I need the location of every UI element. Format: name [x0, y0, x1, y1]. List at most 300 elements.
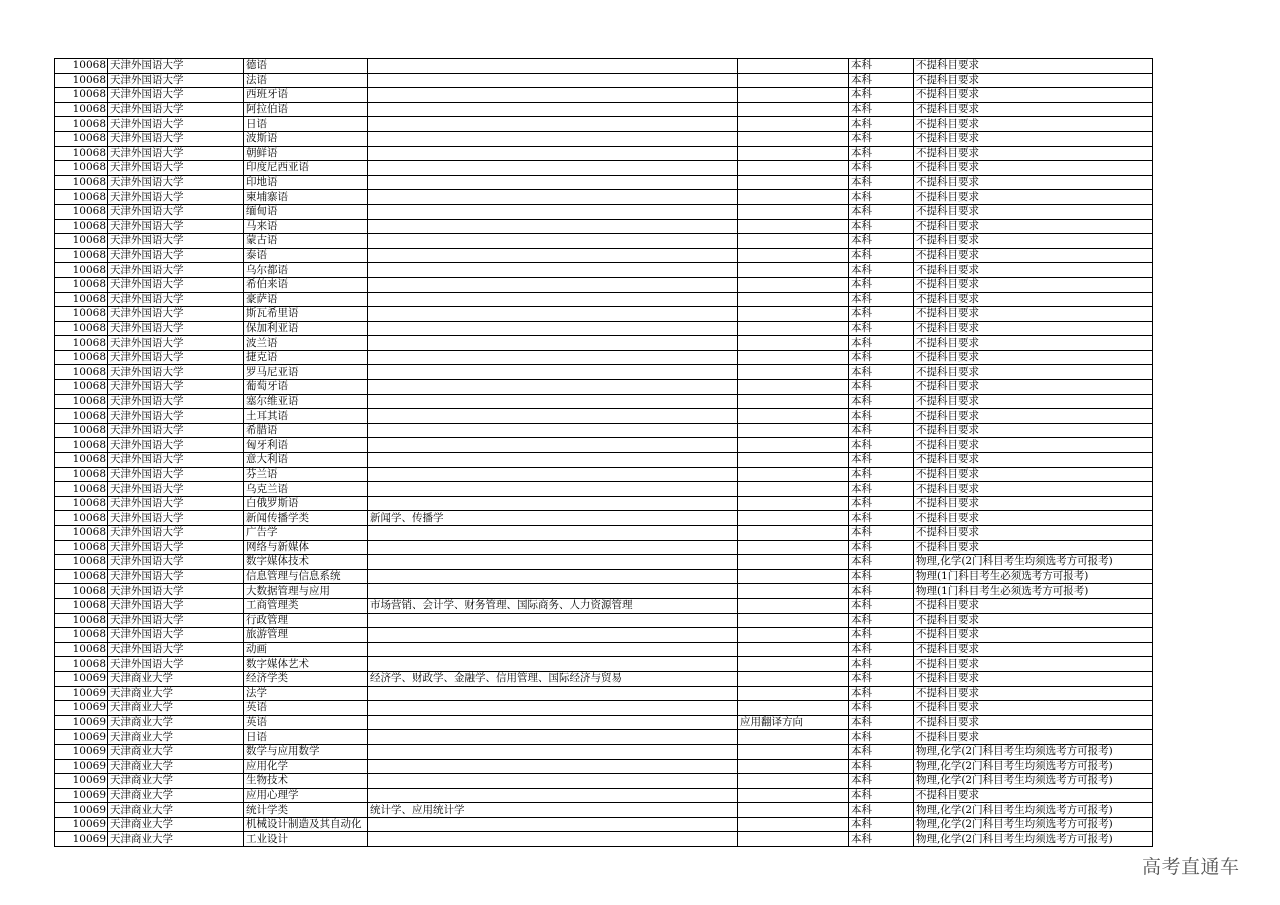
table-row: [55, 146, 1153, 161]
school-name-cell: 天津商业大学: [108, 715, 244, 730]
major-name-cell: 斯瓦希里语: [244, 307, 368, 322]
school-name-cell: 天津外国语大学: [108, 409, 244, 424]
level-cell: 本科: [849, 73, 914, 88]
major-name-cell: 法语: [244, 73, 368, 88]
subject-requirement-cell: 不提科目要求: [914, 686, 1153, 701]
subject-requirement-cell: 不提科目要求: [914, 161, 1153, 176]
subject-requirement-cell: 物理,化学(2门科目考生均须选考方可报考): [914, 817, 1153, 832]
major-name-cell: 日语: [244, 117, 368, 132]
table-row: [55, 526, 1153, 541]
level-cell: 本科: [849, 161, 914, 176]
included-majors-cell: [368, 131, 738, 146]
major-name-cell: 法学: [244, 686, 368, 701]
remark-cell: [738, 146, 849, 161]
subject-requirement-cell: 不提科目要求: [914, 350, 1153, 365]
school-code-cell: 10068: [55, 73, 108, 88]
school-code-cell: 10068: [55, 584, 108, 599]
table-row: [55, 817, 1153, 832]
major-name-cell: 旅游管理: [244, 628, 368, 643]
table-row: [55, 190, 1153, 205]
level-cell: 本科: [849, 365, 914, 380]
school-code-cell: 10069: [55, 686, 108, 701]
remark-cell: [738, 365, 849, 380]
subject-requirement-cell: 不提科目要求: [914, 102, 1153, 117]
level-cell: 本科: [849, 628, 914, 643]
admissions-table: [54, 58, 1153, 847]
school-name-cell: 天津外国语大学: [108, 438, 244, 453]
major-name-cell: 广告学: [244, 526, 368, 541]
major-name-cell: 英语: [244, 715, 368, 730]
school-name-cell: 天津外国语大学: [108, 59, 244, 74]
subject-requirement-cell: 不提科目要求: [914, 321, 1153, 336]
included-majors-cell: [368, 59, 738, 74]
included-majors-cell: [368, 628, 738, 643]
table-row: [55, 423, 1153, 438]
major-name-cell: 日语: [244, 730, 368, 745]
table-row: [55, 365, 1153, 380]
school-name-cell: 天津商业大学: [108, 744, 244, 759]
level-cell: 本科: [849, 59, 914, 74]
included-majors-cell: [368, 584, 738, 599]
included-majors-cell: 新闻学、传播学: [368, 511, 738, 526]
school-code-cell: 10068: [55, 234, 108, 249]
school-name-cell: 天津商业大学: [108, 817, 244, 832]
remark-cell: [738, 701, 849, 716]
watermark-text: 高考直通车: [1142, 856, 1240, 878]
remark-cell: [738, 832, 849, 847]
level-cell: 本科: [849, 219, 914, 234]
remark-cell: [738, 540, 849, 555]
school-code-cell: 10069: [55, 803, 108, 818]
remark-cell: [738, 277, 849, 292]
school-name-cell: 天津商业大学: [108, 832, 244, 847]
major-name-cell: 保加利亚语: [244, 321, 368, 336]
included-majors-cell: [368, 482, 738, 497]
school-name-cell: 天津外国语大学: [108, 628, 244, 643]
table-row: [55, 336, 1153, 351]
table-row: [55, 263, 1153, 278]
table-row: [55, 131, 1153, 146]
remark-cell: [738, 628, 849, 643]
school-name-cell: 天津外国语大学: [108, 482, 244, 497]
school-code-cell: 10068: [55, 467, 108, 482]
table-row: [55, 584, 1153, 599]
subject-requirement-cell: 不提科目要求: [914, 234, 1153, 249]
level-cell: 本科: [849, 350, 914, 365]
subject-requirement-cell: 不提科目要求: [914, 88, 1153, 103]
subject-requirement-cell: 不提科目要求: [914, 467, 1153, 482]
included-majors-cell: [368, 146, 738, 161]
remark-cell: [738, 234, 849, 249]
remark-cell: [738, 613, 849, 628]
school-name-cell: 天津商业大学: [108, 774, 244, 789]
included-majors-cell: [368, 263, 738, 278]
school-code-cell: 10068: [55, 336, 108, 351]
remark-cell: [738, 511, 849, 526]
subject-requirement-cell: 不提科目要求: [914, 394, 1153, 409]
school-code-cell: 10068: [55, 131, 108, 146]
school-name-cell: 天津外国语大学: [108, 73, 244, 88]
school-code-cell: 10068: [55, 117, 108, 132]
table-row: [55, 161, 1153, 176]
subject-requirement-cell: 不提科目要求: [914, 423, 1153, 438]
major-name-cell: 希腊语: [244, 423, 368, 438]
table-row: [55, 175, 1153, 190]
level-cell: 本科: [849, 598, 914, 613]
school-name-cell: 天津外国语大学: [108, 248, 244, 263]
school-code-cell: 10068: [55, 511, 108, 526]
level-cell: 本科: [849, 715, 914, 730]
level-cell: 本科: [849, 686, 914, 701]
school-name-cell: 天津外国语大学: [108, 175, 244, 190]
remark-cell: [738, 102, 849, 117]
major-name-cell: 数字媒体艺术: [244, 657, 368, 672]
subject-requirement-cell: 不提科目要求: [914, 190, 1153, 205]
major-name-cell: 生物技术: [244, 774, 368, 789]
school-name-cell: 天津商业大学: [108, 788, 244, 803]
subject-requirement-cell: 物理(1门科目考生必须选考方可报考): [914, 584, 1153, 599]
level-cell: 本科: [849, 292, 914, 307]
major-name-cell: 数字媒体技术: [244, 555, 368, 570]
school-code-cell: 10068: [55, 307, 108, 322]
school-code-cell: 10068: [55, 59, 108, 74]
school-code-cell: 10068: [55, 219, 108, 234]
subject-requirement-cell: 不提科目要求: [914, 438, 1153, 453]
included-majors-cell: [368, 774, 738, 789]
major-name-cell: 经济学类: [244, 671, 368, 686]
included-majors-cell: [368, 423, 738, 438]
table-row: [55, 803, 1153, 818]
school-code-cell: 10068: [55, 540, 108, 555]
school-name-cell: 天津外国语大学: [108, 467, 244, 482]
table-row: [55, 788, 1153, 803]
school-name-cell: 天津外国语大学: [108, 234, 244, 249]
subject-requirement-cell: 不提科目要求: [914, 788, 1153, 803]
school-name-cell: 天津外国语大学: [108, 146, 244, 161]
level-cell: 本科: [849, 380, 914, 395]
remark-cell: [738, 321, 849, 336]
table-row: [55, 453, 1153, 468]
remark-cell: [738, 598, 849, 613]
included-majors-cell: [368, 365, 738, 380]
major-name-cell: 应用化学: [244, 759, 368, 774]
level-cell: 本科: [849, 555, 914, 570]
included-majors-cell: [368, 102, 738, 117]
included-majors-cell: [368, 759, 738, 774]
school-name-cell: 天津外国语大学: [108, 642, 244, 657]
level-cell: 本科: [849, 263, 914, 278]
major-name-cell: 新闻传播学类: [244, 511, 368, 526]
included-majors-cell: [368, 744, 738, 759]
major-name-cell: 网络与新媒体: [244, 540, 368, 555]
school-code-cell: 10068: [55, 394, 108, 409]
table-row: [55, 555, 1153, 570]
remark-cell: [738, 759, 849, 774]
major-name-cell: 缅甸语: [244, 204, 368, 219]
school-name-cell: 天津商业大学: [108, 701, 244, 716]
remark-cell: [738, 774, 849, 789]
level-cell: 本科: [849, 730, 914, 745]
remark-cell: [738, 175, 849, 190]
subject-requirement-cell: 不提科目要求: [914, 540, 1153, 555]
included-majors-cell: [368, 496, 738, 511]
included-majors-cell: [368, 204, 738, 219]
remark-cell: [738, 438, 849, 453]
school-code-cell: 10069: [55, 817, 108, 832]
school-name-cell: 天津外国语大学: [108, 190, 244, 205]
school-code-cell: 10068: [55, 453, 108, 468]
level-cell: 本科: [849, 496, 914, 511]
school-code-cell: 10069: [55, 788, 108, 803]
school-code-cell: 10068: [55, 175, 108, 190]
level-cell: 本科: [849, 438, 914, 453]
subject-requirement-cell: 不提科目要求: [914, 701, 1153, 716]
included-majors-cell: [368, 832, 738, 847]
level-cell: 本科: [849, 175, 914, 190]
table-row: [55, 277, 1153, 292]
table-row: [55, 350, 1153, 365]
school-name-cell: 天津外国语大学: [108, 584, 244, 599]
major-name-cell: 数学与应用数学: [244, 744, 368, 759]
remark-cell: [738, 584, 849, 599]
included-majors-cell: [368, 190, 738, 205]
subject-requirement-cell: 不提科目要求: [914, 117, 1153, 132]
school-code-cell: 10068: [55, 628, 108, 643]
table-row: [55, 467, 1153, 482]
major-name-cell: 阿拉伯语: [244, 102, 368, 117]
level-cell: 本科: [849, 774, 914, 789]
major-name-cell: 匈牙利语: [244, 438, 368, 453]
table-row: [55, 774, 1153, 789]
school-code-cell: 10068: [55, 482, 108, 497]
school-code-cell: 10068: [55, 365, 108, 380]
table-row: [55, 613, 1153, 628]
level-cell: 本科: [849, 671, 914, 686]
subject-requirement-cell: 不提科目要求: [914, 73, 1153, 88]
school-name-cell: 天津外国语大学: [108, 117, 244, 132]
level-cell: 本科: [849, 482, 914, 497]
major-name-cell: 葡萄牙语: [244, 380, 368, 395]
level-cell: 本科: [849, 146, 914, 161]
subject-requirement-cell: 不提科目要求: [914, 511, 1153, 526]
school-code-cell: 10068: [55, 598, 108, 613]
table-row: [55, 759, 1153, 774]
subject-requirement-cell: 不提科目要求: [914, 248, 1153, 263]
remark-cell: [738, 482, 849, 497]
school-code-cell: 10069: [55, 671, 108, 686]
remark-cell: [738, 248, 849, 263]
level-cell: 本科: [849, 131, 914, 146]
level-cell: 本科: [849, 204, 914, 219]
school-code-cell: 10069: [55, 759, 108, 774]
level-cell: 本科: [849, 321, 914, 336]
included-majors-cell: [368, 321, 738, 336]
major-name-cell: 乌尔都语: [244, 263, 368, 278]
major-name-cell: 马来语: [244, 219, 368, 234]
included-majors-cell: [368, 380, 738, 395]
school-name-cell: 天津外国语大学: [108, 365, 244, 380]
school-name-cell: 天津外国语大学: [108, 569, 244, 584]
remark-cell: [738, 569, 849, 584]
school-code-cell: 10068: [55, 423, 108, 438]
school-name-cell: 天津商业大学: [108, 803, 244, 818]
table-row: [55, 117, 1153, 132]
table-row: [55, 657, 1153, 672]
school-name-cell: 天津商业大学: [108, 730, 244, 745]
table-row: [55, 832, 1153, 847]
subject-requirement-cell: 不提科目要求: [914, 730, 1153, 745]
subject-requirement-cell: 物理,化学(2门科目考生均须选考方可报考): [914, 759, 1153, 774]
major-name-cell: 西班牙语: [244, 88, 368, 103]
level-cell: 本科: [849, 657, 914, 672]
subject-requirement-cell: 不提科目要求: [914, 598, 1153, 613]
table-row: [55, 394, 1153, 409]
included-majors-cell: [368, 657, 738, 672]
table-row: [55, 321, 1153, 336]
remark-cell: [738, 671, 849, 686]
included-majors-cell: [368, 350, 738, 365]
school-name-cell: 天津外国语大学: [108, 336, 244, 351]
level-cell: 本科: [849, 336, 914, 351]
major-name-cell: 意大利语: [244, 453, 368, 468]
school-code-cell: 10068: [55, 277, 108, 292]
school-code-cell: 10068: [55, 438, 108, 453]
level-cell: 本科: [849, 759, 914, 774]
table-body: [55, 59, 1153, 847]
major-name-cell: 蒙古语: [244, 234, 368, 249]
level-cell: 本科: [849, 277, 914, 292]
remark-cell: 应用翻译方向: [738, 715, 849, 730]
major-name-cell: 印地语: [244, 175, 368, 190]
remark-cell: [738, 686, 849, 701]
included-majors-cell: [368, 248, 738, 263]
included-majors-cell: [368, 73, 738, 88]
remark-cell: [738, 263, 849, 278]
subject-requirement-cell: 不提科目要求: [914, 453, 1153, 468]
school-code-cell: 10068: [55, 409, 108, 424]
school-code-cell: 10068: [55, 161, 108, 176]
table-row: [55, 292, 1153, 307]
subject-requirement-cell: 不提科目要求: [914, 146, 1153, 161]
level-cell: 本科: [849, 788, 914, 803]
level-cell: 本科: [849, 584, 914, 599]
included-majors-cell: [368, 788, 738, 803]
table-row: [55, 88, 1153, 103]
school-code-cell: 10069: [55, 744, 108, 759]
school-code-cell: 10068: [55, 613, 108, 628]
level-cell: 本科: [849, 803, 914, 818]
table-row: [55, 59, 1153, 74]
remark-cell: [738, 817, 849, 832]
major-name-cell: 泰语: [244, 248, 368, 263]
major-name-cell: 白俄罗斯语: [244, 496, 368, 511]
school-code-cell: 10068: [55, 526, 108, 541]
included-majors-cell: [368, 686, 738, 701]
subject-requirement-cell: 不提科目要求: [914, 526, 1153, 541]
subject-requirement-cell: 物理,化学(2门科目考生均须选考方可报考): [914, 832, 1153, 847]
level-cell: 本科: [849, 409, 914, 424]
remark-cell: [738, 350, 849, 365]
school-code-cell: 10068: [55, 642, 108, 657]
table-row: [55, 569, 1153, 584]
major-name-cell: 德语: [244, 59, 368, 74]
included-majors-cell: 经济学、财政学、金融学、信用管理、国际经济与贸易: [368, 671, 738, 686]
table-row: [55, 409, 1153, 424]
table-row: [55, 248, 1153, 263]
remark-cell: [738, 131, 849, 146]
subject-requirement-cell: 物理,化学(2门科目考生均须选考方可报考): [914, 774, 1153, 789]
table-row: [55, 204, 1153, 219]
remark-cell: [738, 73, 849, 88]
subject-requirement-cell: 不提科目要求: [914, 671, 1153, 686]
included-majors-cell: [368, 409, 738, 424]
school-name-cell: 天津商业大学: [108, 759, 244, 774]
included-majors-cell: [368, 715, 738, 730]
table-row: [55, 73, 1153, 88]
level-cell: 本科: [849, 701, 914, 716]
remark-cell: [738, 744, 849, 759]
major-name-cell: 工商管理类: [244, 598, 368, 613]
school-code-cell: 10068: [55, 263, 108, 278]
subject-requirement-cell: 物理,化学(2门科目考生均须选考方可报考): [914, 803, 1153, 818]
remark-cell: [738, 88, 849, 103]
school-name-cell: 天津外国语大学: [108, 321, 244, 336]
major-name-cell: 信息管理与信息系统: [244, 569, 368, 584]
table-row: [55, 102, 1153, 117]
table-row: [55, 307, 1153, 322]
subject-requirement-cell: 不提科目要求: [914, 482, 1153, 497]
remark-cell: [738, 657, 849, 672]
remark-cell: [738, 380, 849, 395]
school-name-cell: 天津外国语大学: [108, 511, 244, 526]
subject-requirement-cell: 不提科目要求: [914, 642, 1153, 657]
school-code-cell: 10068: [55, 496, 108, 511]
included-majors-cell: [368, 175, 738, 190]
remark-cell: [738, 394, 849, 409]
major-name-cell: 英语: [244, 701, 368, 716]
school-name-cell: 天津外国语大学: [108, 350, 244, 365]
subject-requirement-cell: 不提科目要求: [914, 657, 1153, 672]
level-cell: 本科: [849, 423, 914, 438]
subject-requirement-cell: 不提科目要求: [914, 219, 1153, 234]
table-row: [55, 511, 1153, 526]
level-cell: 本科: [849, 526, 914, 541]
remark-cell: [738, 496, 849, 511]
remark-cell: [738, 642, 849, 657]
school-name-cell: 天津外国语大学: [108, 613, 244, 628]
major-name-cell: 罗马尼亚语: [244, 365, 368, 380]
school-name-cell: 天津外国语大学: [108, 555, 244, 570]
major-name-cell: 捷克语: [244, 350, 368, 365]
table-row: [55, 701, 1153, 716]
table-row: [55, 496, 1153, 511]
school-name-cell: 天津外国语大学: [108, 102, 244, 117]
school-code-cell: 10068: [55, 657, 108, 672]
school-name-cell: 天津商业大学: [108, 686, 244, 701]
remark-cell: [738, 292, 849, 307]
school-name-cell: 天津外国语大学: [108, 307, 244, 322]
table-row: [55, 380, 1153, 395]
remark-cell: [738, 190, 849, 205]
remark-cell: [738, 219, 849, 234]
table-row: [55, 540, 1153, 555]
remark-cell: [738, 161, 849, 176]
table-row: [55, 598, 1153, 613]
school-name-cell: 天津外国语大学: [108, 292, 244, 307]
table-row: [55, 438, 1153, 453]
school-name-cell: 天津外国语大学: [108, 219, 244, 234]
major-name-cell: 柬埔寨语: [244, 190, 368, 205]
